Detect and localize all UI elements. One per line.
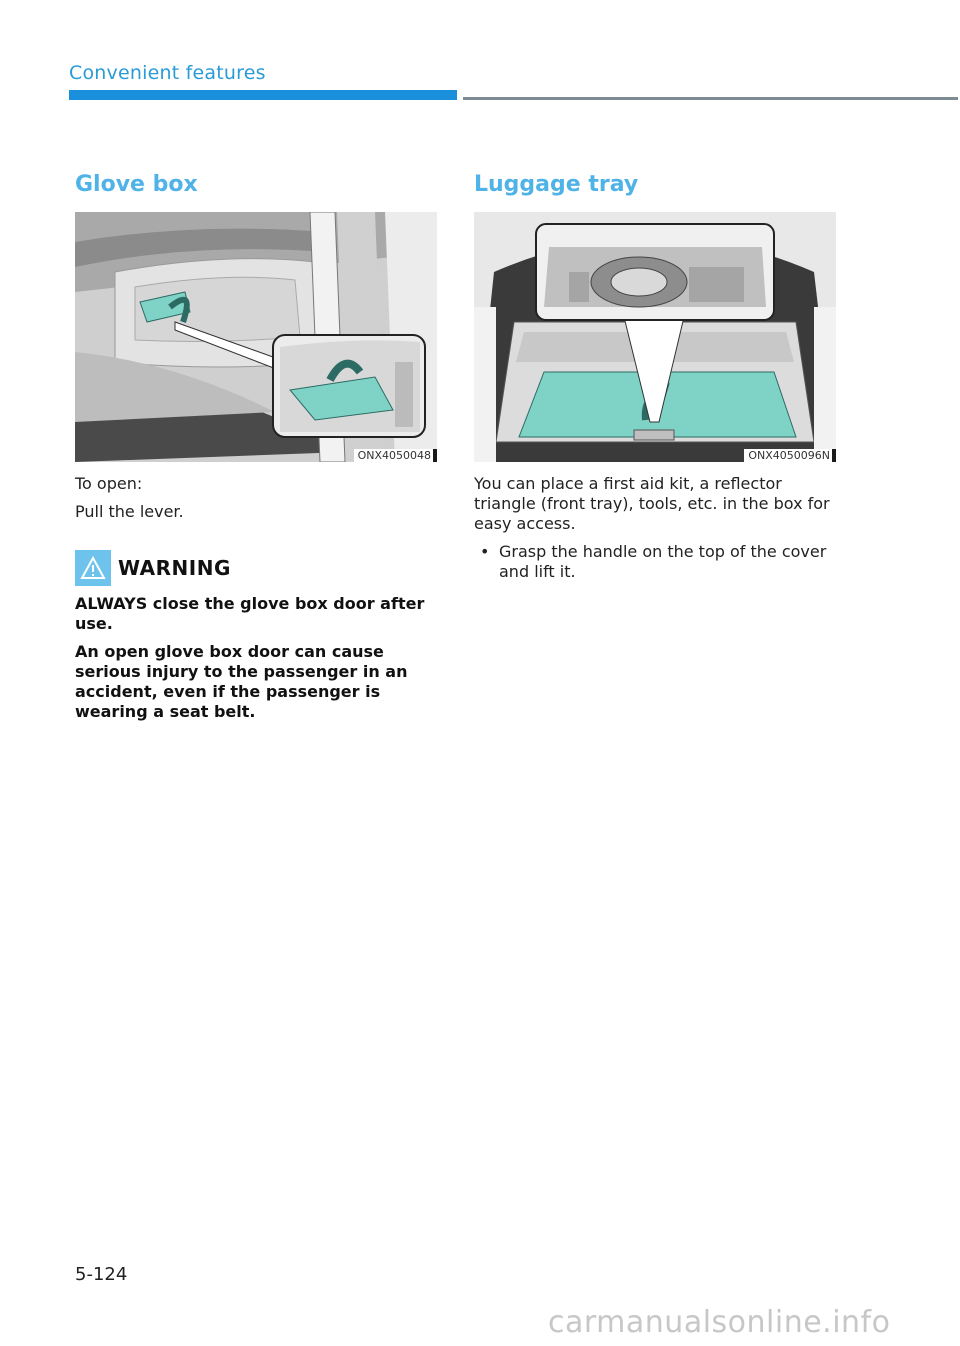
glove-box-illustration [75,212,437,462]
luggage-tray-drawing [474,212,836,462]
warning-text: An open glove box door can cause serious injury to the passenger in an accident, even if the passenger is wearing a seat belt. [75,642,408,721]
warning-text: ALWAYS close the glove box door after use. [75,594,425,633]
warning-label: WARNING [118,556,231,580]
figure-code: ONX4050096N [744,449,836,462]
header-divider-line [463,97,958,100]
header-accent-bar [69,90,457,100]
luggage-tray-column [474,170,836,590]
glove-box-drawing [75,212,437,462]
bullet-item [474,542,836,582]
page-number: 5-124 [75,1264,128,1285]
luggage-tray-illustration [474,212,836,462]
luggage-tray-heading: Luggage tray [474,172,639,197]
section-header-title: Convenient features [69,62,266,84]
instruction-text: To open: [75,474,143,493]
glove-box-heading: Glove box [75,172,198,197]
instruction-text: Pull the lever. [75,502,184,521]
watermark-logo: carmanualsonline.info [548,1305,891,1340]
bullet-dot: • [480,542,490,561]
warning-header [75,550,437,586]
figure-code: ONX4050048 [354,449,437,462]
description-text: You can place a first aid kit, a reflector triangle (front tray), tools, etc. in the box for easy access. [474,474,830,533]
glove-box-column [75,170,437,730]
bullet-text: Grasp the handle on the top of the cover and lift it. [499,542,827,581]
warning-triangle-icon [75,550,111,586]
